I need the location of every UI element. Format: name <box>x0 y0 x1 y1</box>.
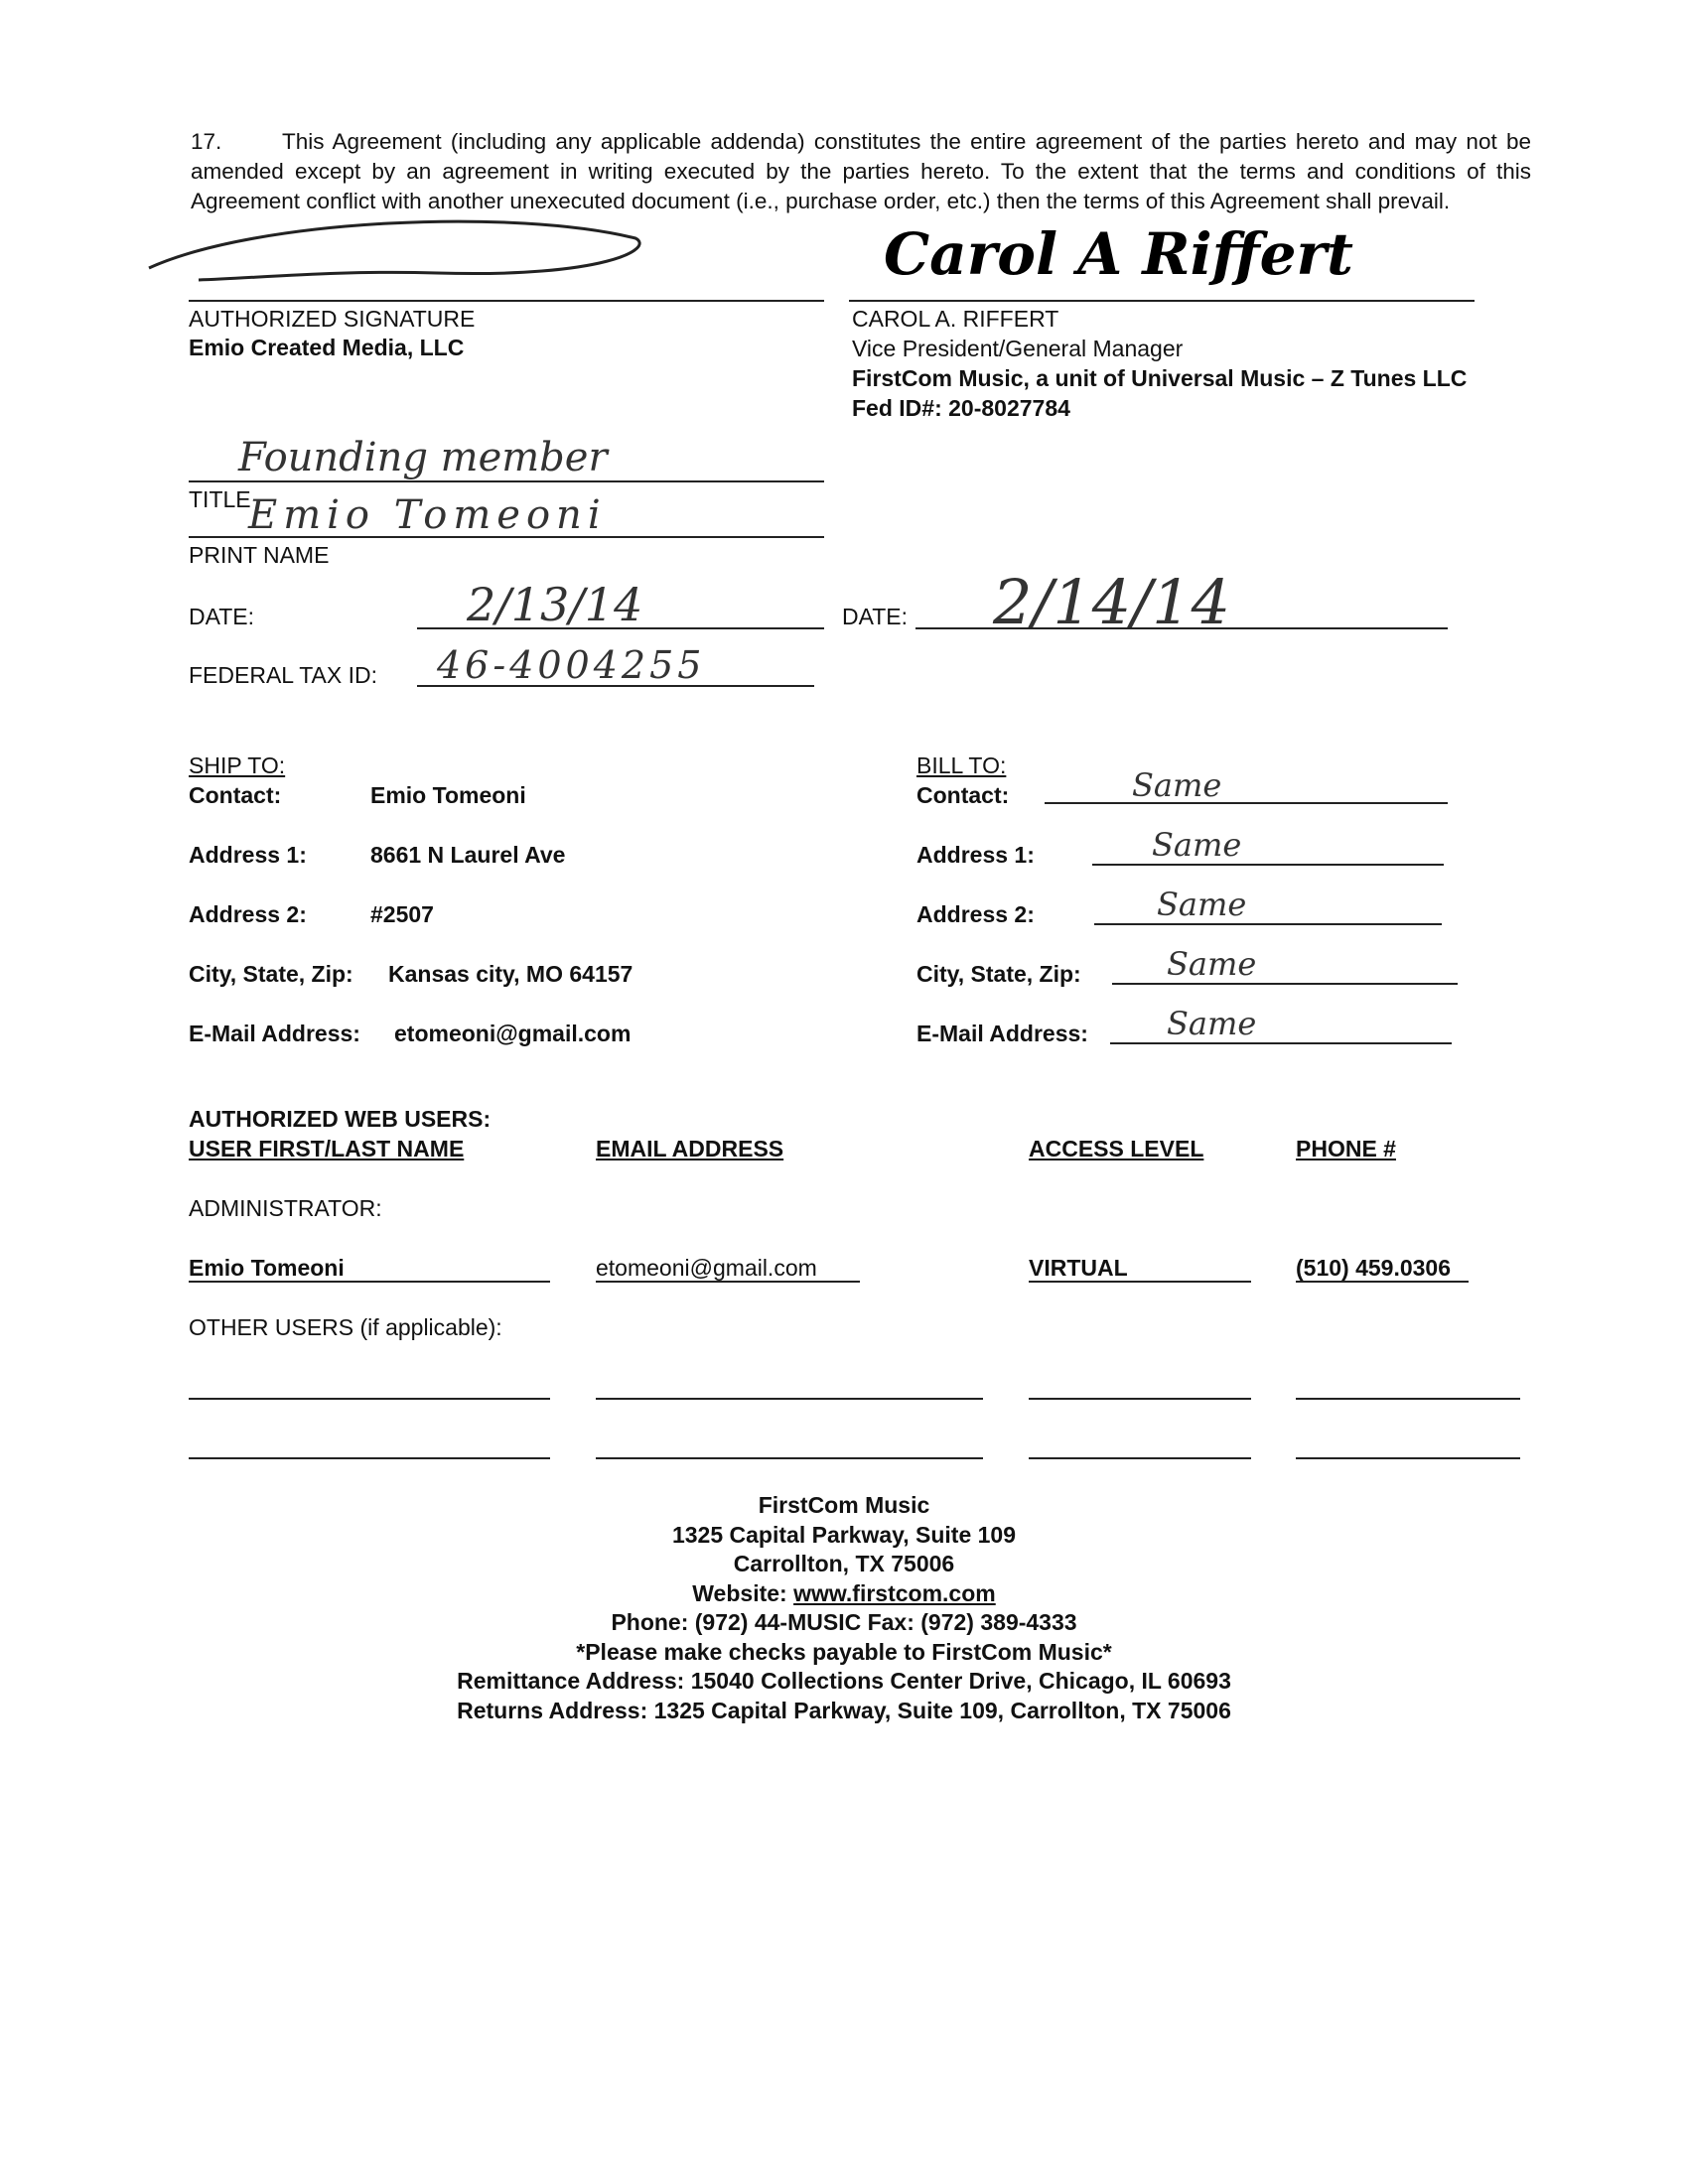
col-email: EMAIL ADDRESS <box>596 1136 784 1161</box>
print-name-label: PRINT NAME <box>189 542 330 568</box>
left-signature-label: AUTHORIZED SIGNATURE <box>189 306 476 332</box>
admin-email: etomeoni@gmail.com <box>596 1255 817 1281</box>
right-signature-line <box>849 300 1475 302</box>
footer-address2: Carrollton, TX 75006 <box>733 1551 955 1576</box>
ship-address1: 8661 N Laurel Ave <box>370 842 566 868</box>
bill-address1: Same <box>1152 826 1242 864</box>
footer-checks: *Please make checks payable to FirstCom Music* <box>576 1638 1112 1665</box>
admin-name: Emio Tomeoni <box>189 1255 345 1281</box>
ship-contact-label: Contact: <box>189 782 282 808</box>
left-signature-scribble <box>139 208 655 288</box>
tax-id-value: 46-4004255 <box>437 643 706 687</box>
title-value: Founding member <box>238 435 608 480</box>
ship-email: etomeoni@gmail.com <box>394 1021 632 1046</box>
left-date-line <box>417 627 824 629</box>
ship-city: Kansas city, MO 64157 <box>388 961 633 987</box>
bill-email: Same <box>1167 1005 1257 1042</box>
right-signatory-name: CAROL A. RIFFERT <box>852 306 1059 332</box>
bill-city-label: City, State, Zip: <box>916 961 1081 987</box>
other-users-label: OTHER USERS (if applicable): <box>189 1314 502 1340</box>
right-signatory-title: Vice President/General Manager <box>852 336 1184 361</box>
bill-email-label: E-Mail Address: <box>916 1021 1088 1046</box>
admin-access-line <box>1029 1281 1251 1283</box>
footer-website-row <box>0 1579 1688 1609</box>
col-access: ACCESS LEVEL <box>1029 1136 1204 1161</box>
admin-email-line <box>596 1281 860 1283</box>
footer-phone-fax: Phone: (972) 44-MUSIC Fax: (972) 389-4333 <box>611 1609 1077 1635</box>
ship-contact: Emio Tomeoni <box>370 782 526 808</box>
right-date-line <box>915 627 1448 629</box>
admin-access: VIRTUAL <box>1029 1255 1128 1281</box>
ship-address1-label: Address 1: <box>189 842 307 868</box>
footer-website-label: Website: <box>692 1579 787 1606</box>
right-date-label: DATE: <box>842 604 909 629</box>
footer-remittance: Remittance Address: 15040 Collections Center Drive, Chicago, IL 60693 <box>457 1668 1231 1694</box>
bill-address1-line <box>1092 864 1444 866</box>
bill-email-line <box>1110 1042 1452 1044</box>
col-phone: PHONE # <box>1296 1136 1396 1161</box>
bill-city: Same <box>1167 945 1257 983</box>
web-users-heading: AUTHORIZED WEB USERS: <box>189 1106 492 1132</box>
clause-17 <box>191 127 1531 216</box>
bill-address2: Same <box>1157 886 1247 923</box>
other-user-1-access-line[interactable] <box>1029 1398 1251 1400</box>
title-label: TITLE <box>189 486 251 512</box>
footer-returns: Returns Address: 1325 Capital Parkway, Suite 109, Carrollton, TX 75006 <box>457 1697 1231 1723</box>
admin-name-line <box>189 1281 550 1283</box>
right-signature: Carol A Riffert <box>884 220 1353 288</box>
right-fed-id: Fed ID#: 20-8027784 <box>852 395 1070 421</box>
footer-address1: 1325 Capital Parkway, Suite 109 <box>671 1521 1017 1548</box>
admin-phone: (510) 459.0306 <box>1296 1255 1452 1281</box>
bill-to-heading: BILL TO: <box>916 752 1007 778</box>
left-company: Emio Created Media, LLC <box>189 335 465 360</box>
bill-contact: Same <box>1132 766 1222 804</box>
other-user-1-email-line[interactable] <box>596 1398 983 1400</box>
footer-website-link[interactable]: www.firstcom.com <box>793 1579 996 1606</box>
other-user-2-phone-line[interactable] <box>1296 1457 1520 1459</box>
bill-address1-label: Address 1: <box>916 842 1035 868</box>
bill-contact-line <box>1045 802 1448 804</box>
ship-city-label: City, State, Zip: <box>189 961 353 987</box>
ship-address2-label: Address 2: <box>189 901 307 927</box>
other-user-1-name-line[interactable] <box>189 1398 550 1400</box>
bill-address2-line <box>1094 923 1442 925</box>
print-name-value: Emio Tomeoni <box>248 492 607 538</box>
other-user-2-name-line[interactable] <box>189 1457 550 1459</box>
bill-city-line <box>1112 983 1458 985</box>
other-user-2-email-line[interactable] <box>596 1457 983 1459</box>
tax-id-label: FEDERAL TAX ID: <box>189 662 378 688</box>
tax-id-line <box>417 685 814 687</box>
ship-address2: #2507 <box>370 901 434 927</box>
print-name-line <box>189 536 824 538</box>
col-user-name: USER FIRST/LAST NAME <box>189 1136 465 1161</box>
footer-block <box>0 1491 1688 1725</box>
clause-number: 17. <box>191 129 222 154</box>
admin-phone-line <box>1296 1281 1469 1283</box>
ship-email-label: E-Mail Address: <box>189 1021 360 1046</box>
right-signatory-company: FirstCom Music, a unit of Universal Music – Z Tunes LLC <box>852 365 1468 391</box>
left-signature-line <box>189 300 824 302</box>
footer-company: FirstCom Music <box>758 1492 930 1518</box>
other-user-2-access-line[interactable] <box>1029 1457 1251 1459</box>
bill-contact-label: Contact: <box>916 782 1010 808</box>
admin-label: ADMINISTRATOR: <box>189 1195 382 1221</box>
other-user-1-phone-line[interactable] <box>1296 1398 1520 1400</box>
ship-to-heading: SHIP TO: <box>189 752 286 778</box>
left-date-label: DATE: <box>189 604 255 629</box>
left-date-value: 2/13/14 <box>467 578 643 631</box>
right-date-value: 2/14/14 <box>993 566 1231 638</box>
clause-text: This Agreement (including any applicable addenda) constitutes the entire agreement of the parties hereto and may not be amended except by an agreement in writing executed by the parties hereto. To the extent that the terms and conditions of this Agreement conflict with another unexecuted document (i.e., purchase order, etc.) then the terms of this Agreement shall prevail. <box>191 129 1531 213</box>
title-line <box>189 480 824 482</box>
bill-address2-label: Address 2: <box>916 901 1035 927</box>
